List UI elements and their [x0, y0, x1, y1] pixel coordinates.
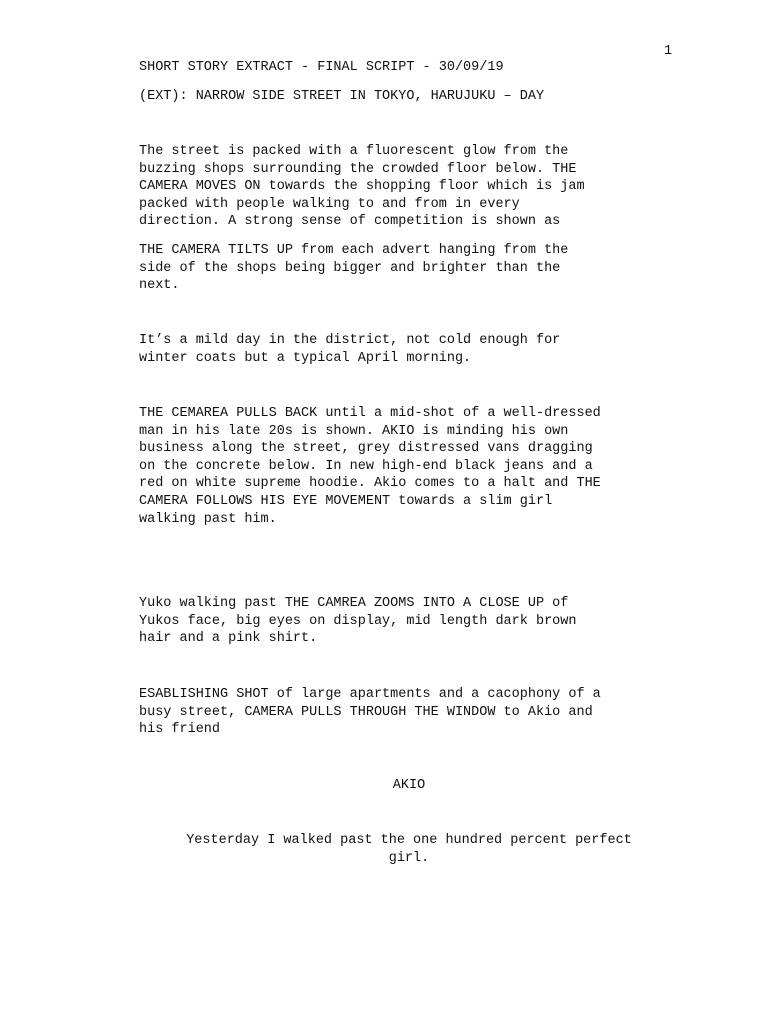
action-paragraph: The street is packed with a fluorescent glow from the buzzing shops surrounding the crowded floor below. THE CAMERA MOVES ON towards the shopping floor which is jam packed with people walking to and from in every direction. A strong sense of competition is shown as: [139, 144, 585, 230]
action-paragraph: THE CAMERA TILTS UP from each advert hanging from the side of the shops being bigger and brighter than the next.: [139, 243, 569, 294]
action-paragraph: Yuko walking past THE CAMREA ZOOMS INTO A CLOSE UP of Yukos face, big eyes on display, mid length dark brown hair and a pink shirt.: [139, 596, 577, 647]
action-paragraph: THE CEMAREA PULLS BACK until a mid-shot of a well-dressed man in his late 20s is shown. AKIO is minding his own business along the street, grey distressed vans dragging on the concrete below. In new high-end black jeans and a red on white supreme hoodie. Akio comes to a halt and THE CAMERA FOLLOWS HIS EYE MOVEMENT towards a slim girl walking past him.: [139, 406, 601, 527]
script-title-line: SHORT STORY EXTRACT - FINAL SCRIPT - 30/09/19: [139, 60, 504, 75]
character-name: AKIO: [392, 778, 426, 793]
scene-heading: (EXT): NARROW SIDE STREET IN TOKYO, HARUJUKU – DAY: [139, 89, 545, 104]
dialogue-line: Yesterday I walked past the one hundred percent perfect girl.: [186, 833, 632, 866]
action-paragraph: It’s a mild day in the district, not cold enough for winter coats but a typical April morning.: [139, 333, 561, 366]
page-number: 1: [664, 44, 673, 59]
action-paragraph: ESABLISHING SHOT of large apartments and a cacophony of a busy street, CAMERA PULLS THROUGH THE WINDOW to Akio and his friend: [139, 687, 601, 738]
